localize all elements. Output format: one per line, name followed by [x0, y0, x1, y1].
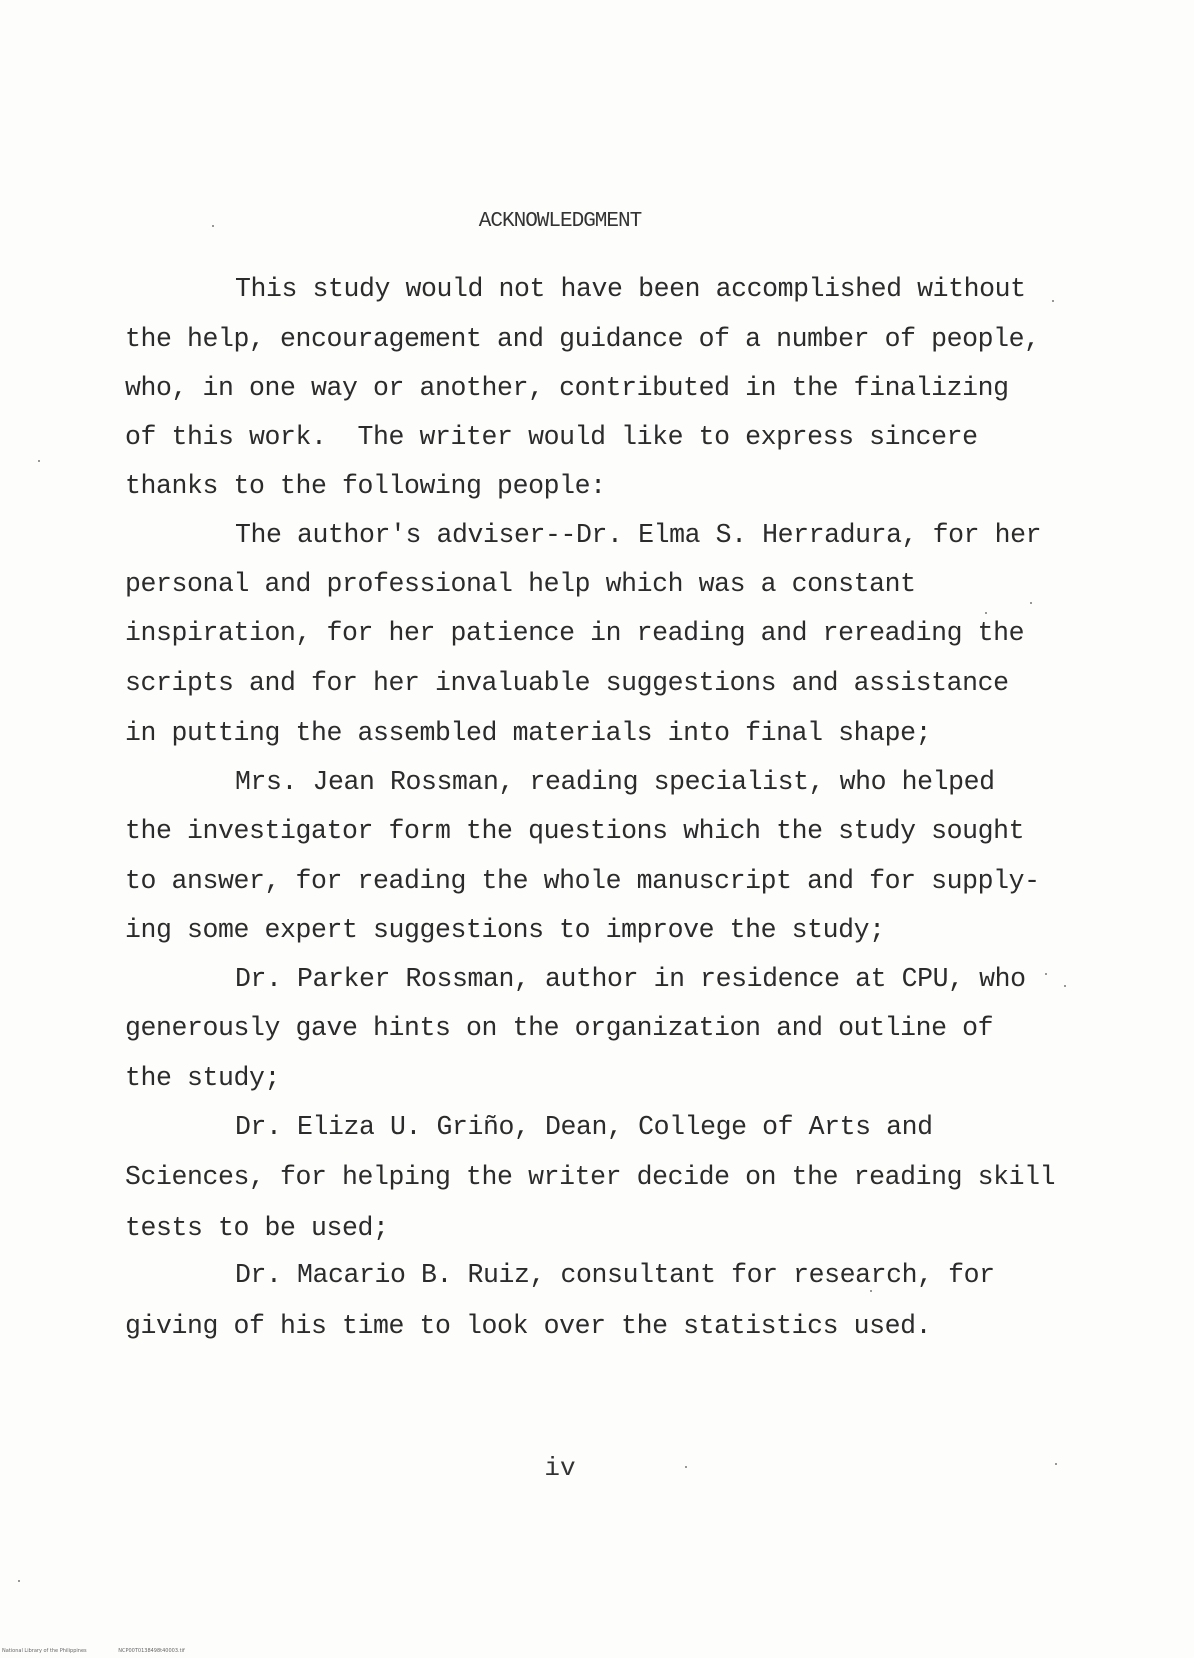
- text-line: The author's adviser--Dr. Elma S. Herradura, for her: [235, 520, 1042, 550]
- text-line: thanks to the following people:: [125, 471, 606, 501]
- scan-speck: [870, 1290, 872, 1292]
- text-line: This study would not have been accomplished without: [235, 274, 1026, 304]
- text-line: personal and professional help which was a constant: [125, 569, 916, 599]
- scan-speck: [685, 1466, 687, 1468]
- text-line: Sciences, for helping the writer decide on the reading skill: [125, 1162, 1056, 1192]
- footer-library: National Library of the Philippines: [2, 1648, 87, 1654]
- scan-speck: [18, 1580, 20, 1582]
- scan-footer: [2, 1648, 215, 1654]
- text-line: of this work. The writer would like to express sincere: [125, 422, 978, 452]
- text-line: Dr. Eliza U. Griño, Dean, College of Arts and: [235, 1112, 933, 1142]
- text-line: the investigator form the questions which the study sought: [125, 816, 1025, 846]
- scan-speck: [1055, 1463, 1057, 1465]
- text-line: who, in one way or another, contributed in the finalizing: [125, 373, 1009, 403]
- scan-speck: [985, 612, 987, 614]
- text-line: Dr. Parker Rossman, author in residence at CPU, who: [235, 964, 1026, 994]
- text-line: tests to be used;: [125, 1213, 389, 1243]
- text-line: Dr. Macario B. Ruiz, consultant for research, for: [235, 1260, 995, 1290]
- text-line: scripts and for her invaluable suggestions and assistance: [125, 668, 1009, 698]
- text-line: the study;: [125, 1063, 281, 1093]
- scan-speck: [1045, 973, 1047, 975]
- text-line: generously gave hints on the organization and outline of: [125, 1013, 994, 1043]
- scan-speck: [38, 460, 40, 462]
- footer-file-id: NCP00T0138498t40003.tif: [118, 1648, 185, 1654]
- text-line: ing some expert suggestions to improve the study;: [125, 915, 885, 945]
- text-line: the help, encouragement and guidance of a number of people,: [125, 324, 1040, 354]
- scan-speck: [1052, 300, 1054, 302]
- scan-speck: [1064, 985, 1066, 987]
- text-line: inspiration, for her patience in reading and rereading the: [125, 618, 1025, 648]
- text-line: Mrs. Jean Rossman, reading specialist, who helped: [235, 767, 995, 797]
- page-number: iv: [544, 1453, 576, 1483]
- text-line: giving of his time to look over the statistics used.: [125, 1311, 932, 1341]
- page-title: ACKNOWLEDGMENT: [478, 210, 642, 233]
- text-line: in putting the assembled materials into final shape;: [125, 718, 932, 748]
- text-line: to answer, for reading the whole manuscript and for supply-: [125, 866, 1040, 896]
- scan-speck: [1030, 602, 1032, 604]
- scan-speck: [212, 225, 214, 227]
